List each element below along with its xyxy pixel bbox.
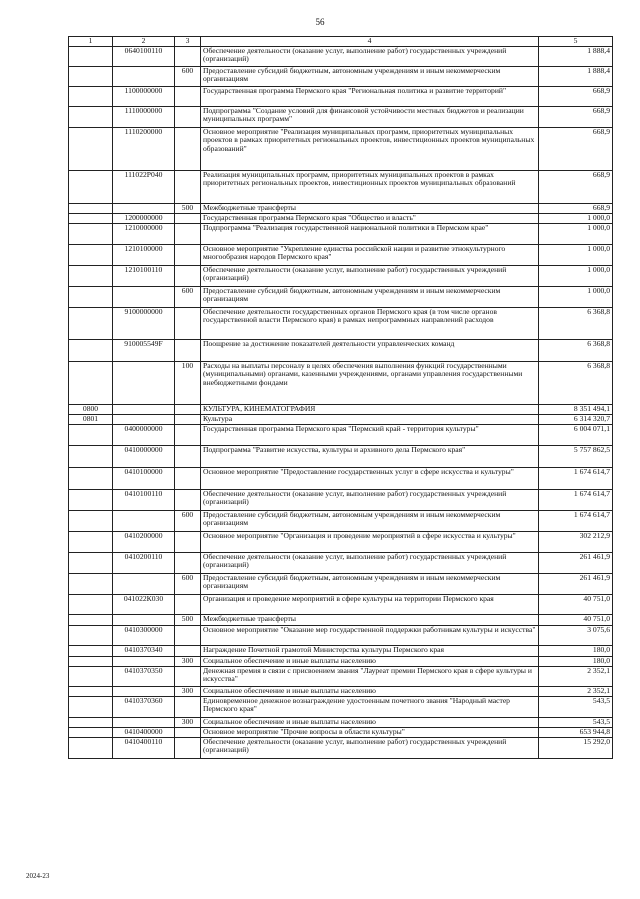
section-code-cell — [69, 552, 113, 573]
amount-cell: 2 352,1 — [539, 686, 613, 696]
target-code-cell: 0410100000 — [113, 467, 175, 489]
description-cell: Культура — [201, 414, 539, 424]
target-code-cell — [113, 414, 175, 424]
description-cell: Обеспечение деятельности (оказание услуг, выполнение работ) государственных учреждений (организаций) — [201, 265, 539, 286]
description-cell: Социальное обеспечение и иные выплаты населению — [201, 686, 539, 696]
expense-type-cell — [175, 127, 201, 170]
expense-type-cell — [175, 170, 201, 203]
expense-type-cell — [175, 265, 201, 286]
section-code-cell — [69, 339, 113, 361]
description-cell: Обеспечение деятельности (оказание услуг, выполнение работ) государственных учреждений (организаций) — [201, 552, 539, 573]
table-row — [69, 737, 613, 758]
table-row — [69, 106, 613, 127]
expense-type-cell — [175, 594, 201, 614]
amount-cell: 1 000,0 — [539, 286, 613, 307]
header-cell-4: 4 — [201, 37, 539, 47]
section-code-cell — [69, 265, 113, 286]
amount-cell: 6 368,8 — [539, 339, 613, 361]
section-code-cell — [69, 531, 113, 552]
description-cell: Предоставление субсидий бюджетным, автономным учреждениям и иным некоммерческим организациям — [201, 286, 539, 307]
target-code-cell — [113, 717, 175, 727]
expense-type-cell: 300 — [175, 656, 201, 666]
target-code-cell: 0410300000 — [113, 625, 175, 645]
expense-type-cell — [175, 489, 201, 510]
target-code-cell — [113, 510, 175, 531]
description-cell: Обеспечение деятельности (оказание услуг, выполнение работ) государственных учреждений (организаций) — [201, 489, 539, 510]
amount-cell: 302 212,9 — [539, 531, 613, 552]
expense-type-cell — [175, 531, 201, 552]
target-code-cell: 1100000000 — [113, 86, 175, 106]
table-row — [69, 552, 613, 573]
table-header-row — [69, 37, 613, 47]
expense-type-cell: 600 — [175, 573, 201, 594]
section-code-cell — [69, 737, 113, 758]
expense-type-cell — [175, 645, 201, 656]
target-code-cell: 9100000000 — [113, 307, 175, 339]
table-row — [69, 445, 613, 467]
description-cell: Межбюджетные трансферты — [201, 203, 539, 213]
amount-cell: 668,9 — [539, 127, 613, 170]
description-cell: Организация и проведение мероприятий в сфере культуры на территории Пермского края — [201, 594, 539, 614]
amount-cell: 2 352,1 — [539, 666, 613, 686]
description-cell: Государственная программа Пермского края "Региональная политика и развитие территорий" — [201, 86, 539, 106]
section-code-cell — [69, 594, 113, 614]
expense-type-cell: 500 — [175, 614, 201, 625]
target-code-cell: 0410370340 — [113, 645, 175, 656]
section-code-cell — [69, 510, 113, 531]
section-code-cell — [69, 86, 113, 106]
section-code-cell — [69, 286, 113, 307]
target-code-cell — [113, 361, 175, 404]
expense-type-cell — [175, 424, 201, 445]
expense-type-cell — [175, 467, 201, 489]
table-row — [69, 265, 613, 286]
section-code-cell — [69, 645, 113, 656]
amount-cell: 261 461,9 — [539, 573, 613, 594]
target-code-cell: 1210100110 — [113, 265, 175, 286]
target-code-cell — [113, 404, 175, 414]
amount-cell: 40 751,0 — [539, 594, 613, 614]
table-row — [69, 573, 613, 594]
target-code-cell — [113, 614, 175, 625]
header-cell-3: 3 — [175, 37, 201, 47]
target-code-cell: 0410200000 — [113, 531, 175, 552]
table-row — [69, 656, 613, 666]
target-code-cell: 0400000000 — [113, 424, 175, 445]
amount-cell: 6 368,8 — [539, 361, 613, 404]
description-cell: Социальное обеспечение и иные выплаты населению — [201, 656, 539, 666]
section-code-cell — [69, 244, 113, 265]
table-row — [69, 696, 613, 717]
expense-type-cell — [175, 625, 201, 645]
expense-type-cell — [175, 696, 201, 717]
section-code-cell — [69, 445, 113, 467]
table-row — [69, 424, 613, 445]
amount-cell: 543,5 — [539, 717, 613, 727]
amount-cell: 180,0 — [539, 656, 613, 666]
expense-type-cell — [175, 737, 201, 758]
target-code-cell: 1210000000 — [113, 223, 175, 244]
section-code-cell — [69, 424, 113, 445]
section-code-cell — [69, 66, 113, 86]
expense-type-cell — [175, 307, 201, 339]
amount-cell: 40 751,0 — [539, 614, 613, 625]
target-code-cell: 0410400110 — [113, 737, 175, 758]
section-code-cell — [69, 46, 113, 66]
table-row — [69, 489, 613, 510]
description-cell: Обеспечение деятельности государственных органов Пермского края (в том числе органов государственной власти Пермского края) в рамках непрограммных направлений расходов — [201, 307, 539, 339]
section-code-cell — [69, 656, 113, 666]
description-cell: Межбюджетные трансферты — [201, 614, 539, 625]
section-code-cell: 0800 — [69, 404, 113, 414]
section-code-cell — [69, 203, 113, 213]
amount-cell: 1 888,4 — [539, 46, 613, 66]
table-row — [69, 213, 613, 223]
table-row — [69, 414, 613, 424]
expense-type-cell: 600 — [175, 66, 201, 86]
description-cell: Основное мероприятие "Оказание мер государственной поддержки работникам культуры и искусства" — [201, 625, 539, 645]
amount-cell: 180,0 — [539, 645, 613, 656]
expense-type-cell — [175, 552, 201, 573]
description-cell: Социальное обеспечение и иные выплаты населению — [201, 717, 539, 727]
section-code-cell — [69, 614, 113, 625]
amount-cell: 1 000,0 — [539, 265, 613, 286]
section-code-cell — [69, 223, 113, 244]
target-code-cell — [113, 656, 175, 666]
section-code-cell — [69, 467, 113, 489]
table-row — [69, 361, 613, 404]
amount-cell: 668,9 — [539, 106, 613, 127]
table-row — [69, 645, 613, 656]
amount-cell: 668,9 — [539, 86, 613, 106]
section-code-cell — [69, 625, 113, 645]
description-cell: Единовременное денежное вознаграждение удостоенным почетного звания "Народный мастер Пермского края" — [201, 696, 539, 717]
target-code-cell — [113, 686, 175, 696]
expense-type-cell — [175, 213, 201, 223]
expense-type-cell — [175, 106, 201, 127]
expense-type-cell: 600 — [175, 510, 201, 531]
target-code-cell: 910005549F — [113, 339, 175, 361]
description-cell: Основное мероприятие "Реализация муниципальных программ, приоритетных муниципальных проектов в рамках приоритетных региональных проектов, инвестиционных проектов муниципальных образований" — [201, 127, 539, 170]
amount-cell: 668,9 — [539, 170, 613, 203]
table-row — [69, 223, 613, 244]
expense-type-cell — [175, 223, 201, 244]
target-code-cell — [113, 286, 175, 307]
header-cell-1: 1 — [69, 37, 113, 47]
section-code-cell — [69, 106, 113, 127]
section-code-cell — [69, 573, 113, 594]
section-code-cell — [69, 489, 113, 510]
amount-cell: 3 075,6 — [539, 625, 613, 645]
target-code-cell: 0410370350 — [113, 666, 175, 686]
table-row — [69, 339, 613, 361]
amount-cell: 15 292,0 — [539, 737, 613, 758]
description-cell: Государственная программа Пермского края "Пермский край - территория культуры" — [201, 424, 539, 445]
target-code-cell: 041022К030 — [113, 594, 175, 614]
table-row — [69, 203, 613, 213]
amount-cell: 1 674 614,7 — [539, 510, 613, 531]
amount-cell: 1 000,0 — [539, 244, 613, 265]
target-code-cell — [113, 203, 175, 213]
expense-type-cell — [175, 339, 201, 361]
section-code-cell — [69, 127, 113, 170]
amount-cell: 653 944,8 — [539, 727, 613, 737]
table-body — [69, 46, 613, 758]
amount-cell: 261 461,9 — [539, 552, 613, 573]
expense-type-cell: 300 — [175, 686, 201, 696]
table-row — [69, 510, 613, 531]
expense-type-cell — [175, 46, 201, 66]
amount-cell: 1 888,4 — [539, 66, 613, 86]
table-row — [69, 666, 613, 686]
target-code-cell: 111022Р040 — [113, 170, 175, 203]
section-code-cell: 0801 — [69, 414, 113, 424]
table-row — [69, 594, 613, 614]
description-cell: Подпрограмма "Развитие искусства, культуры и архивного дела Пермского края" — [201, 445, 539, 467]
target-code-cell: 0640100110 — [113, 46, 175, 66]
amount-cell: 543,5 — [539, 696, 613, 717]
description-cell: Подпрограмма "Реализация государственной национальной политики в Пермском крае" — [201, 223, 539, 244]
table-row — [69, 286, 613, 307]
target-code-cell: 1210100000 — [113, 244, 175, 265]
amount-cell: 1 000,0 — [539, 223, 613, 244]
expense-type-cell — [175, 414, 201, 424]
description-cell: Основное мероприятие "Организация и проведение мероприятий в сфере искусства и культуры" — [201, 531, 539, 552]
header-cell-2: 2 — [113, 37, 175, 47]
description-cell: Основное мероприятие "Укрепление единства российской нации и развитие этнокультурного многообразия народов Пермского края" — [201, 244, 539, 265]
target-code-cell — [113, 573, 175, 594]
amount-cell: 8 351 494,1 — [539, 404, 613, 414]
target-code-cell: 1110000000 — [113, 106, 175, 127]
description-cell: Поощрение за достижение показателей деятельности управленческих команд — [201, 339, 539, 361]
section-code-cell — [69, 213, 113, 223]
target-code-cell: 0410100110 — [113, 489, 175, 510]
table-row — [69, 686, 613, 696]
footer-code: 2024-23 — [26, 872, 50, 880]
amount-cell: 1 000,0 — [539, 213, 613, 223]
expense-type-cell — [175, 244, 201, 265]
header-cell-5: 5 — [539, 37, 613, 47]
table-row — [69, 467, 613, 489]
expense-type-cell — [175, 86, 201, 106]
expense-type-cell — [175, 404, 201, 414]
amount-cell: 5 757 862,5 — [539, 445, 613, 467]
budget-table — [68, 36, 613, 759]
section-code-cell — [69, 361, 113, 404]
table-row — [69, 307, 613, 339]
amount-cell: 6 314 320,7 — [539, 414, 613, 424]
target-code-cell: 0410370360 — [113, 696, 175, 717]
page-number: 56 — [315, 17, 325, 27]
target-code-cell: 0410400000 — [113, 727, 175, 737]
section-code-cell — [69, 686, 113, 696]
expense-type-cell: 600 — [175, 286, 201, 307]
description-cell: Основное мероприятие "Предоставление государственных услуг в сфере искусства и культуры" — [201, 467, 539, 489]
description-cell: Награждение Почетной грамотой Министерства культуры Пермского края — [201, 645, 539, 656]
table-row — [69, 625, 613, 645]
expense-type-cell — [175, 727, 201, 737]
target-code-cell: 1200000000 — [113, 213, 175, 223]
table-row — [69, 86, 613, 106]
table-row — [69, 727, 613, 737]
section-code-cell — [69, 696, 113, 717]
expense-type-cell — [175, 445, 201, 467]
description-cell: Обеспечение деятельности (оказание услуг, выполнение работ) государственных учреждений (организаций) — [201, 46, 539, 66]
section-code-cell — [69, 170, 113, 203]
expense-type-cell: 500 — [175, 203, 201, 213]
description-cell: Обеспечение деятельности (оказание услуг, выполнение работ) государственных учреждений (организаций) — [201, 737, 539, 758]
description-cell: Предоставление субсидий бюджетным, автономным учреждениям и иным некоммерческим организациям — [201, 510, 539, 531]
expense-type-cell: 300 — [175, 717, 201, 727]
description-cell: Расходы на выплаты персоналу в целях обеспечения выполнения функций государственными (муниципальными) органами, казенными учреждениями, органами управления государственными внебюджетными фондами — [201, 361, 539, 404]
section-code-cell — [69, 727, 113, 737]
description-cell: Основное мероприятие "Прочие вопросы в области культуры" — [201, 727, 539, 737]
table-row — [69, 614, 613, 625]
table-row — [69, 127, 613, 170]
description-cell: Государственная программа Пермского края "Общество и власть" — [201, 213, 539, 223]
table-row — [69, 404, 613, 414]
section-code-cell — [69, 307, 113, 339]
description-cell: Предоставление субсидий бюджетным, автономным учреждениям и иным некоммерческим организациям — [201, 66, 539, 86]
description-cell: КУЛЬТУРА, КИНЕМАТОГРАФИЯ — [201, 404, 539, 414]
target-code-cell: 1110200000 — [113, 127, 175, 170]
target-code-cell: 0410000000 — [113, 445, 175, 467]
amount-cell: 1 674 614,7 — [539, 489, 613, 510]
section-code-cell — [69, 717, 113, 727]
description-cell: Денежная премия в связи с присвоением звания "Лауреат премии Пермского края в сфере культуры и искусства" — [201, 666, 539, 686]
target-code-cell: 0410200110 — [113, 552, 175, 573]
expense-type-cell — [175, 666, 201, 686]
table-row — [69, 46, 613, 66]
description-cell: Предоставление субсидий бюджетным, автономным учреждениям и иным некоммерческим организациям — [201, 573, 539, 594]
amount-cell: 1 674 614,7 — [539, 467, 613, 489]
target-code-cell — [113, 66, 175, 86]
table-row — [69, 244, 613, 265]
section-code-cell — [69, 666, 113, 686]
amount-cell: 668,9 — [539, 203, 613, 213]
description-cell: Реализация муниципальных программ, приоритетных муниципальных проектов в рамках приоритетных региональных проектов, инвестиционных проектов муниципальных образований — [201, 170, 539, 203]
amount-cell: 6 004 071,1 — [539, 424, 613, 445]
table-row — [69, 531, 613, 552]
description-cell: Подпрограмма "Создание условий для финансовой устойчивости местных бюджетов и реализации муниципальных программ" — [201, 106, 539, 127]
table-row — [69, 66, 613, 86]
table-row — [69, 170, 613, 203]
amount-cell: 6 368,8 — [539, 307, 613, 339]
expense-type-cell: 100 — [175, 361, 201, 404]
table-row — [69, 717, 613, 727]
